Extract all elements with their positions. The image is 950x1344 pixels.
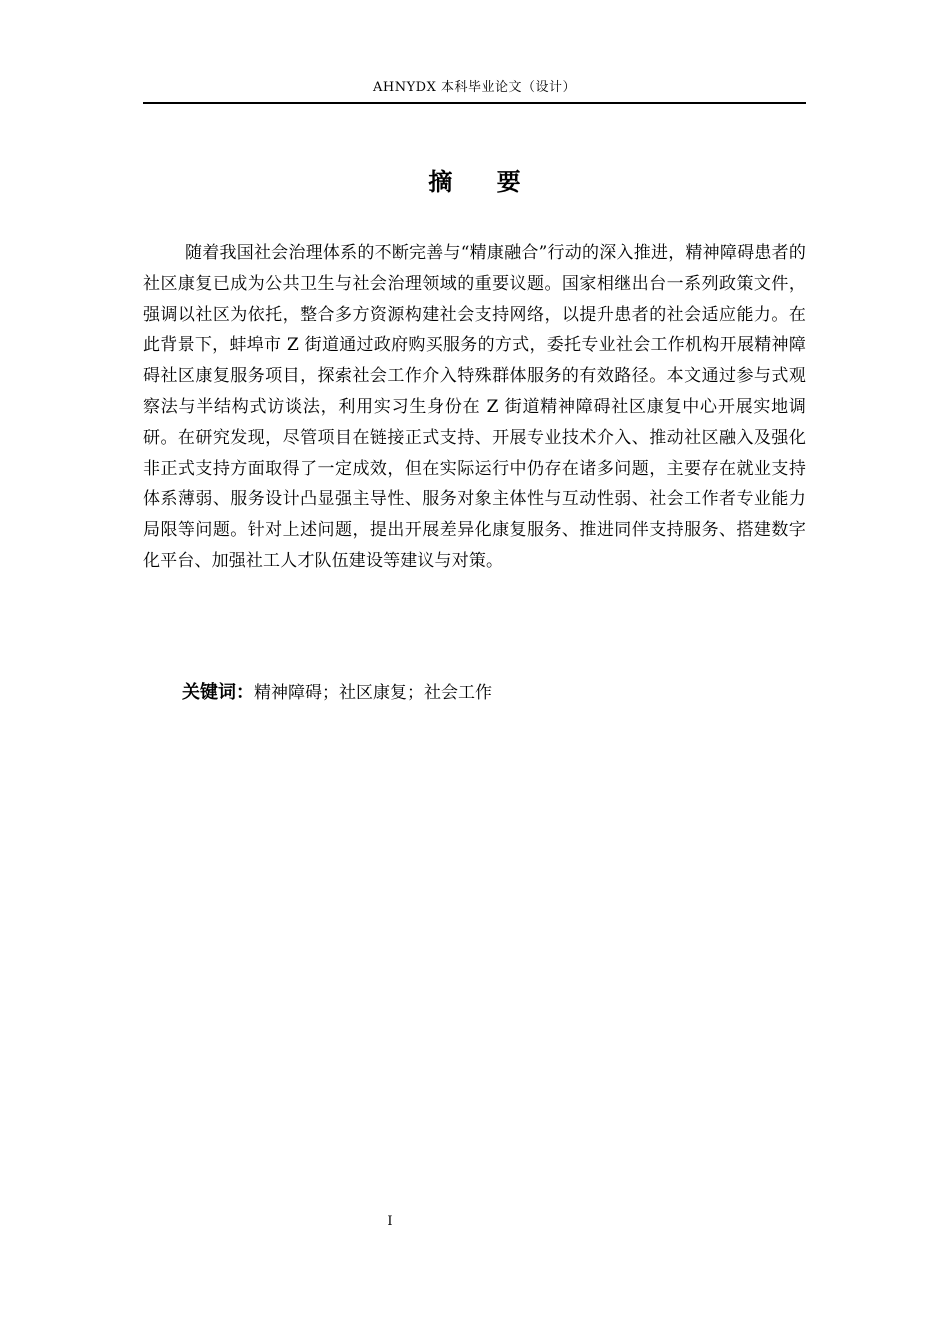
page-number: I [387,1214,393,1229]
running-header [143,78,806,104]
keywords-line [182,678,782,708]
running-title: AHNYDX 本科毕业论文（设计） [373,80,576,95]
abstract-body: 随着我国社会治理体系的不断完善与“精康融合”行动的深入推进，精神障碍患者的社区康复已成为公共卫生与社会治理领域的重要议题。国家相继出台一系列政策文件，强调以社区为依托，整合多方资源构建社会支持网络，以提升患者的社会适应能力。在此背景下，蚌埠市 Z 街道通过政府购买服务的方式，委托专业社会工作机构开展精神障碍社区康复服务项目，探索社会工作介入特殊群体服务的有效路径。本文通过参与式观察法与半结构式访谈法，利用实习生身份在 Z 街道精神障碍社区康复中心开展实地调研。在研究发现，尽管项目在链接正式支持、开展专业技术介入、推动社区融入及强化非正式支持方面取得了一定成效，但在实际运行中仍存在诸多问题，主要存在就业支持体系薄弱、服务设计凸显强主导性、服务对象主体性与互动性弱、社会工作者专业能力局限等问题。针对上述问题，提出开展差异化康复服务、推进同伴支持服务、搭建数字化平台、加强社工人才队伍建设等建议与对策。 [143,243,806,571]
keywords-value: 精神障碍；社区康复；社会工作 [254,683,492,703]
abstract-title: 摘 要 [428,168,539,196]
keywords-label: 关键词： [182,682,254,703]
